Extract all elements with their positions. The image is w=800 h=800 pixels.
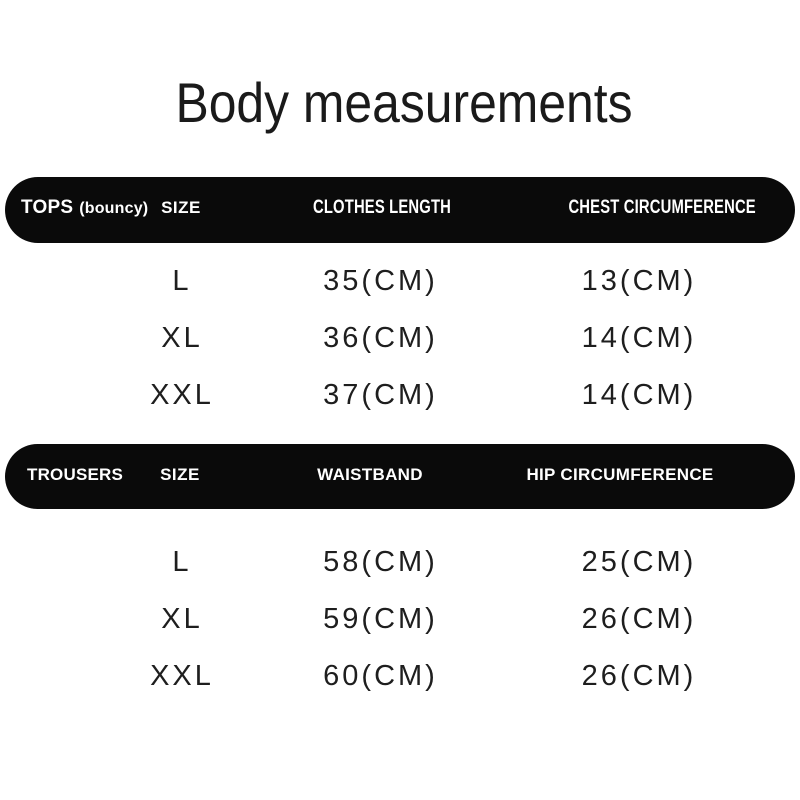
waistband-cell: 58(CM) <box>323 546 438 578</box>
clothes-length-cell: 35(CM) <box>323 265 438 297</box>
size-cell: XL <box>161 322 203 354</box>
waistband-cell: 60(CM) <box>323 660 438 692</box>
size-cell: XXL <box>150 379 214 411</box>
size-cell: XL <box>161 603 203 635</box>
chest-circumference-cell: 14(CM) <box>581 379 697 411</box>
hip-circumference-cell: 26(CM) <box>581 660 697 692</box>
table-row <box>0 367 800 424</box>
tops-chest-circumference-header: CHEST CIRCUMFERENCE <box>568 197 756 218</box>
size-cell: XXL <box>150 660 214 692</box>
table-row <box>0 591 800 648</box>
trousers-rows <box>0 534 800 705</box>
table-row <box>0 253 800 310</box>
size-cell: L <box>172 265 192 297</box>
table-row <box>0 534 800 591</box>
tops-size-header: SIZE <box>161 198 201 217</box>
clothes-length-cell: 36(CM) <box>323 322 438 354</box>
chest-circumference-cell: 14(CM) <box>581 322 697 354</box>
waistband-cell: 59(CM) <box>323 603 438 635</box>
trousers-category-label: TROUSERS <box>27 464 124 484</box>
hip-circumference-cell: 26(CM) <box>581 603 697 635</box>
table-row <box>0 648 800 705</box>
trousers-category-cell <box>5 465 145 485</box>
trousers-size-header: SIZE <box>160 464 200 484</box>
tops-category-cell <box>5 197 149 219</box>
size-cell: L <box>172 546 192 578</box>
tops-category-label: TOPS <box>21 197 74 218</box>
tops-clothes-length-header: CLOTHES LENGTH <box>312 197 452 218</box>
page-title: Body measurements <box>175 71 633 134</box>
trousers-header-bar <box>5 444 795 509</box>
table-row <box>0 310 800 367</box>
hip-circumference-cell: 25(CM) <box>581 546 697 578</box>
tops-header-bar <box>5 177 795 243</box>
tops-category-note: (bouncy) <box>79 200 149 217</box>
chest-circumference-cell: 13(CM) <box>581 265 697 297</box>
clothes-length-cell: 37(CM) <box>323 379 438 411</box>
tops-rows <box>0 253 800 424</box>
trousers-waistband-header: WAISTBAND <box>317 464 423 484</box>
trousers-hip-circumference-header: HIP CIRCUMFERENCE <box>526 464 714 484</box>
